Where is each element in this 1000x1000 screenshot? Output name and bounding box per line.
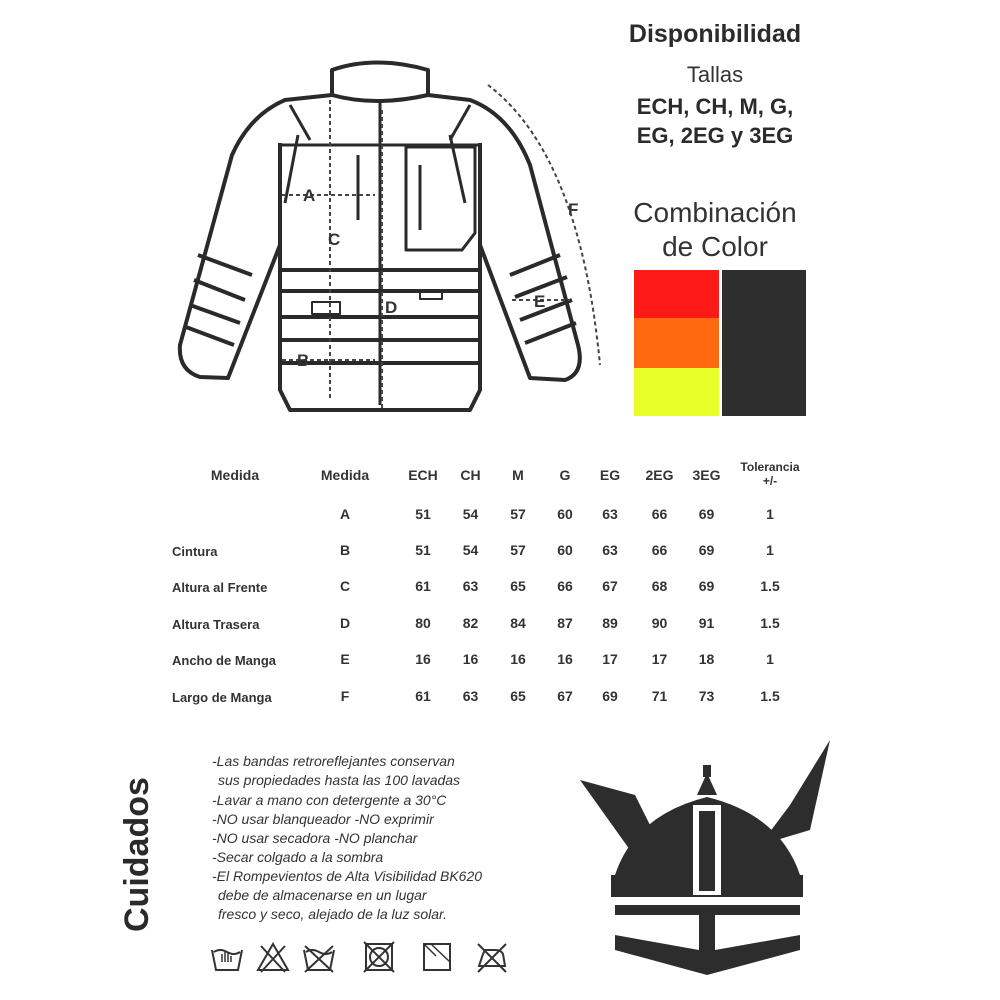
size-value-cell: 84	[510, 615, 526, 631]
size-value-cell: 89	[602, 615, 618, 631]
size-value-cell: 68	[651, 578, 668, 594]
header-cell: Medida	[320, 467, 370, 483]
size-value-cell: 16	[462, 651, 479, 667]
measure-code: E	[340, 651, 350, 667]
size-value-cell: 91	[698, 615, 715, 631]
color-title-line-2: de Color	[662, 231, 768, 262]
size-value-cell: 65	[510, 688, 526, 704]
no-iron-icon	[475, 940, 509, 974]
color-combination-title	[600, 196, 830, 264]
size-value-cell: 69	[698, 542, 715, 558]
size-value-cell: 66	[651, 542, 668, 558]
size-value-cell: 63	[462, 578, 479, 594]
tolerance-cell: 1.5	[760, 688, 780, 704]
label-d: D	[385, 298, 398, 317]
swatch-black	[722, 270, 806, 416]
row-label: Largo de Manga	[172, 690, 272, 705]
size-value-cell: 66	[651, 506, 668, 522]
line-dry-icon	[420, 940, 454, 974]
size-value-cell: 69	[698, 506, 715, 522]
sizes-line-2: EG, 2EG y 3EG	[636, 123, 794, 148]
header-cell: M	[512, 467, 524, 483]
measure-code: D	[339, 615, 351, 631]
color-title-line-1: Combinación	[633, 197, 797, 228]
care-line: debe de almacenarse en un lugar	[218, 887, 427, 903]
size-value-cell: 17	[602, 651, 618, 667]
care-line: -El Rompevientos de Alta Visibilidad BK620	[212, 868, 483, 884]
row-label: Altura al Frente	[172, 580, 268, 595]
header-cell: EG	[599, 467, 621, 483]
sizes-line-1: ECH, CH, M, G,	[636, 94, 794, 119]
size-value-cell: 16	[557, 651, 573, 667]
size-value-cell: 61	[415, 578, 431, 594]
care-line: fresco y seco, alejado de la luz solar.	[218, 906, 448, 922]
size-value-cell: 57	[510, 506, 526, 522]
care-title: Cuidados	[118, 777, 156, 932]
care-line: -NO usar secadora -NO planchar	[212, 830, 418, 846]
size-value-cell: 51	[415, 506, 431, 522]
size-value-cell: 66	[557, 578, 573, 594]
row-label: Altura Trasera	[172, 617, 260, 632]
measure-code: F	[340, 688, 350, 704]
viking-helmet-logo	[575, 735, 840, 980]
size-value-cell: 63	[462, 688, 479, 704]
size-value-cell: 57	[510, 542, 526, 558]
size-value-cell: 16	[510, 651, 526, 667]
size-value-cell: 65	[510, 578, 526, 594]
availability-subtitle: Tallas	[686, 62, 744, 87]
tolerance-cell: 1	[766, 506, 774, 522]
header-cell: CH	[460, 467, 481, 483]
care-line: -NO usar blanqueador -NO exprimir	[212, 811, 434, 827]
size-value-cell: 16	[415, 651, 431, 667]
size-value-cell: 82	[462, 615, 479, 631]
swatch-red	[634, 270, 719, 318]
row-label: Cintura	[172, 544, 218, 559]
tolerance-cell: 1	[766, 542, 774, 558]
size-value-cell: 18	[698, 651, 715, 667]
header-cell: ECH	[408, 467, 438, 483]
tolerance-line-1: Tolerancia	[740, 460, 800, 474]
swatch-yellow	[634, 368, 719, 416]
label-f: F	[568, 200, 579, 219]
tolerance-cell: 1.5	[760, 615, 780, 631]
measure-code: C	[339, 578, 351, 594]
label-c: C	[328, 230, 341, 249]
label-e: E	[534, 292, 546, 311]
size-value-cell: 90	[651, 615, 668, 631]
label-a: A	[303, 186, 316, 205]
size-value-cell: 73	[698, 688, 715, 704]
size-value-cell: 63	[602, 542, 618, 558]
tolerance-header	[735, 460, 805, 488]
size-value-cell: 60	[557, 506, 573, 522]
care-line: -Las bandas retroreflejantes conservan	[212, 753, 455, 769]
size-value-cell: 69	[698, 578, 715, 594]
size-value-cell: 60	[557, 542, 573, 558]
tolerance-cell: 1	[766, 651, 774, 667]
size-value-cell: 61	[415, 688, 431, 704]
measure-code: B	[339, 542, 351, 558]
no-bleach-icon	[256, 940, 290, 974]
label-b: B	[297, 351, 310, 370]
header-cell: Medida	[210, 467, 260, 483]
header-cell: 3EG	[692, 467, 721, 483]
header-cell: 2EG	[645, 467, 674, 483]
row-label: Ancho de Manga	[172, 653, 277, 668]
tolerance-line-2: +/-	[762, 474, 778, 488]
size-value-cell: 80	[415, 615, 431, 631]
availability-sizes	[600, 92, 830, 150]
hand-wash-icon	[210, 940, 244, 974]
jacket-diagram	[170, 55, 620, 425]
size-value-cell: 63	[602, 506, 618, 522]
measure-code: A	[339, 506, 351, 522]
size-value-cell: 51	[415, 542, 431, 558]
size-value-cell: 54	[462, 542, 479, 558]
care-line: -Lavar a mano con detergente a 30°C	[212, 792, 447, 808]
size-value-cell: 67	[557, 688, 573, 704]
swatch-orange	[634, 318, 719, 368]
size-value-cell: 71	[651, 688, 668, 704]
size-value-cell: 87	[557, 615, 573, 631]
availability-title: Disponibilidad	[628, 20, 802, 48]
size-value-cell: 17	[651, 651, 668, 667]
no-tumble-dry-icon	[362, 940, 396, 974]
header-cell: G	[559, 467, 571, 483]
no-wring-icon	[302, 940, 336, 974]
size-value-cell: 69	[602, 688, 618, 704]
care-line: sus propiedades hasta las 100 lavadas	[218, 772, 461, 788]
size-value-cell: 67	[602, 578, 618, 594]
tolerance-cell: 1.5	[760, 578, 780, 594]
size-value-cell: 54	[462, 506, 479, 522]
care-line: -Secar colgado a la sombra	[212, 849, 384, 865]
